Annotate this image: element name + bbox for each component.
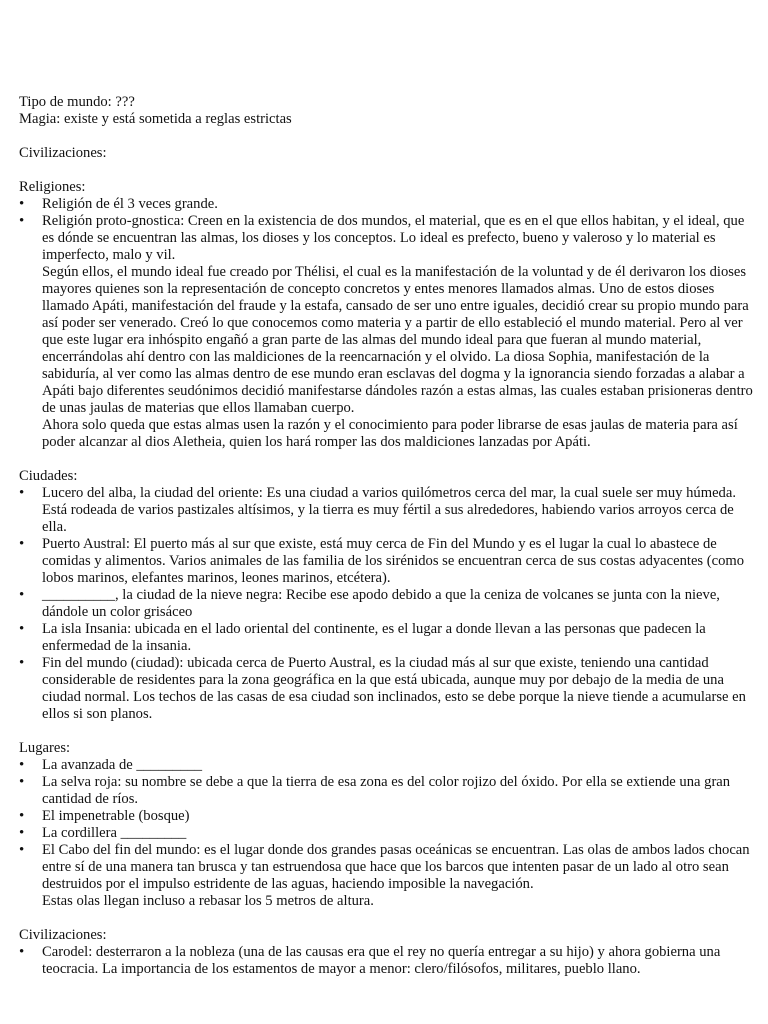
- places-list: [19, 757, 754, 910]
- list-item-text: • El Cabo del fin del mundo: es el lugar donde dos grandes pasas oceánicas se encuentran. Las olas de ambos lados chocan entre sí de una manera tan brusca y tan estruendosa que hace que los barcos que intenten pasar de un lado al otro sean destruidos por el impulso estridente de las aguas, haciendo imposible la navegación.: [42, 842, 750, 892]
- spacer: [19, 723, 754, 740]
- list-item: [19, 485, 754, 536]
- spacer: [19, 128, 754, 145]
- list-item: [19, 842, 754, 910]
- list-item: [19, 213, 754, 451]
- list-item-text: • Religión de él 3 veces grande.: [42, 196, 218, 212]
- list-item-text: • La cordillera _________: [42, 825, 187, 841]
- religions-list: [19, 196, 754, 451]
- document-page: [19, 94, 754, 978]
- list-item-text: • La selva roja: su nombre se debe a que la tierra de esa zona es del color rojizo del óxido. Por ella se extiende una gran cantidad de ríos.: [42, 774, 731, 807]
- list-item: [19, 587, 754, 621]
- civilizations-heading: Civilizaciones:: [19, 927, 107, 943]
- list-item: [19, 757, 754, 774]
- list-item-text: • Puerto Austral: El puerto más al sur que existe, está muy cerca de Fin del Mundo y es el lugar la cual lo abastece de comidas y alimentos. Varios animales de las familia de los sirénidos se encuentran cerca de sus costas adyacentes (como lobos marinos, elefantes marinos, leones marinos, etcétera).: [42, 536, 745, 586]
- world-type-line: Tipo de mundo: ???: [19, 94, 135, 110]
- list-item: [19, 196, 754, 213]
- list-item: [19, 825, 754, 842]
- list-item-text: • __________, la ciudad de la nieve negra: Recibe ese apodo debido a que la ceniza de volcanes se junta con la nieve, dándole un color grisáceo: [42, 587, 720, 620]
- list-item-text: • Carodel: desterraron a la nobleza (una de las causas era que el rey no quería entregar a su hijo) y ahora gobierna una teocracia. La importancia de los estamentos de mayor a menor: clero/filósofos, militares, pueblo llano.: [42, 944, 721, 977]
- list-item-text: • Lucero del alba, la ciudad del oriente: Es una ciudad a varios quilómetros cerca del mar, la cual suele ser muy húmeda. Está rodeada de varios pastizales altísimos, y la tierra es muy fértil a sus alrededores, habiendo varios arroyos cerca de ella.: [42, 485, 736, 535]
- list-item: [19, 808, 754, 825]
- list-item-text: Ahora solo queda que estas almas usen la razón y el conocimiento para poder librarse de esas jaulas de materia para así poder alcanzar al dios Aletheia, quien los hará romper las dos maldiciones lanzadas por Apáti.: [42, 417, 738, 450]
- list-item: [19, 944, 754, 978]
- magic-line: Magia: existe y está sometida a reglas estrictas: [19, 111, 292, 127]
- list-item-text: • Fin del mundo (ciudad): ubicada cerca de Puerto Austral, es la ciudad más al sur que existe, teniendo una cantidad considerable de residentes para la zona geográfica en la que está ubicada, aunque muy por debajo de la media de una ciudad normal. Los techos de las casas de esa ciudad son inclinados, esto se debe porque la nieve tiende a acumularse en ellos si son planos.: [42, 655, 746, 722]
- list-item-text: • La avanzada de _________: [42, 757, 203, 773]
- civilizations-heading-top: Civilizaciones:: [19, 145, 107, 161]
- list-item-text: • La isla Insania: ubicada en el lado oriental del continente, es el lugar a donde llevan a las personas que padecen la enfermedad de la insania.: [42, 621, 706, 654]
- cities-heading: Ciudades:: [19, 468, 78, 484]
- places-heading: Lugares:: [19, 740, 71, 756]
- list-item: [19, 774, 754, 808]
- spacer: [19, 910, 754, 927]
- list-item-text: Estas olas llegan incluso a rebasar los 5 metros de altura.: [42, 893, 374, 909]
- list-item-text: • Religión proto-gnostica: Creen en la existencia de dos mundos, el material, que es en el que ellos habitan, y el ideal, que es dónde se encuentran las almas, los dioses y los conceptos. Lo ideal es prefecto, bueno y valeroso y lo material es imperfecto, malo y vil.: [42, 213, 745, 263]
- spacer: [19, 162, 754, 179]
- spacer: [19, 451, 754, 468]
- list-item-text: Según ellos, el mundo ideal fue creado por Thélisi, el cual es la manifestación de la voluntad y de él derivaron los dioses mayores quienes son la representación de concepto concretos y entes menores llamados almas. Uno de estos dioses llamado Apáti, manifestación del fraude y la estafa, cansado de ser uno entre iguales, decidió crear su propio mundo para así poder ser venerado. Creó lo que conocemos como materia y a partir de ello estableció el mundo material. Pero al ver que este lugar era inhóspito engañó a gran parte de las almas del mundo ideal para que fueran al mundo material, encerrándolas ahí dentro con las maldiciones de la reencarnación y el olvido. La diosa Sophia, manifestación de la sabiduría, al ver como las almas dentro de ese mundo eran esclavas del dogma y la ignorancia siendo forzadas a alabar a Apáti bajo diferentes seudónimos decidió manifestarse dándoles razón a estas almas, las cuales estaban prisioneras dentro de unas jaulas de materias que ellos llamaban cuerpo.: [42, 264, 753, 416]
- cities-list: [19, 485, 754, 723]
- civilizations-list: [19, 944, 754, 978]
- list-item: [19, 536, 754, 587]
- list-item: [19, 655, 754, 723]
- list-item: [19, 621, 754, 655]
- religions-heading: Religiones:: [19, 179, 86, 195]
- list-item-text: • El impenetrable (bosque): [42, 808, 190, 824]
